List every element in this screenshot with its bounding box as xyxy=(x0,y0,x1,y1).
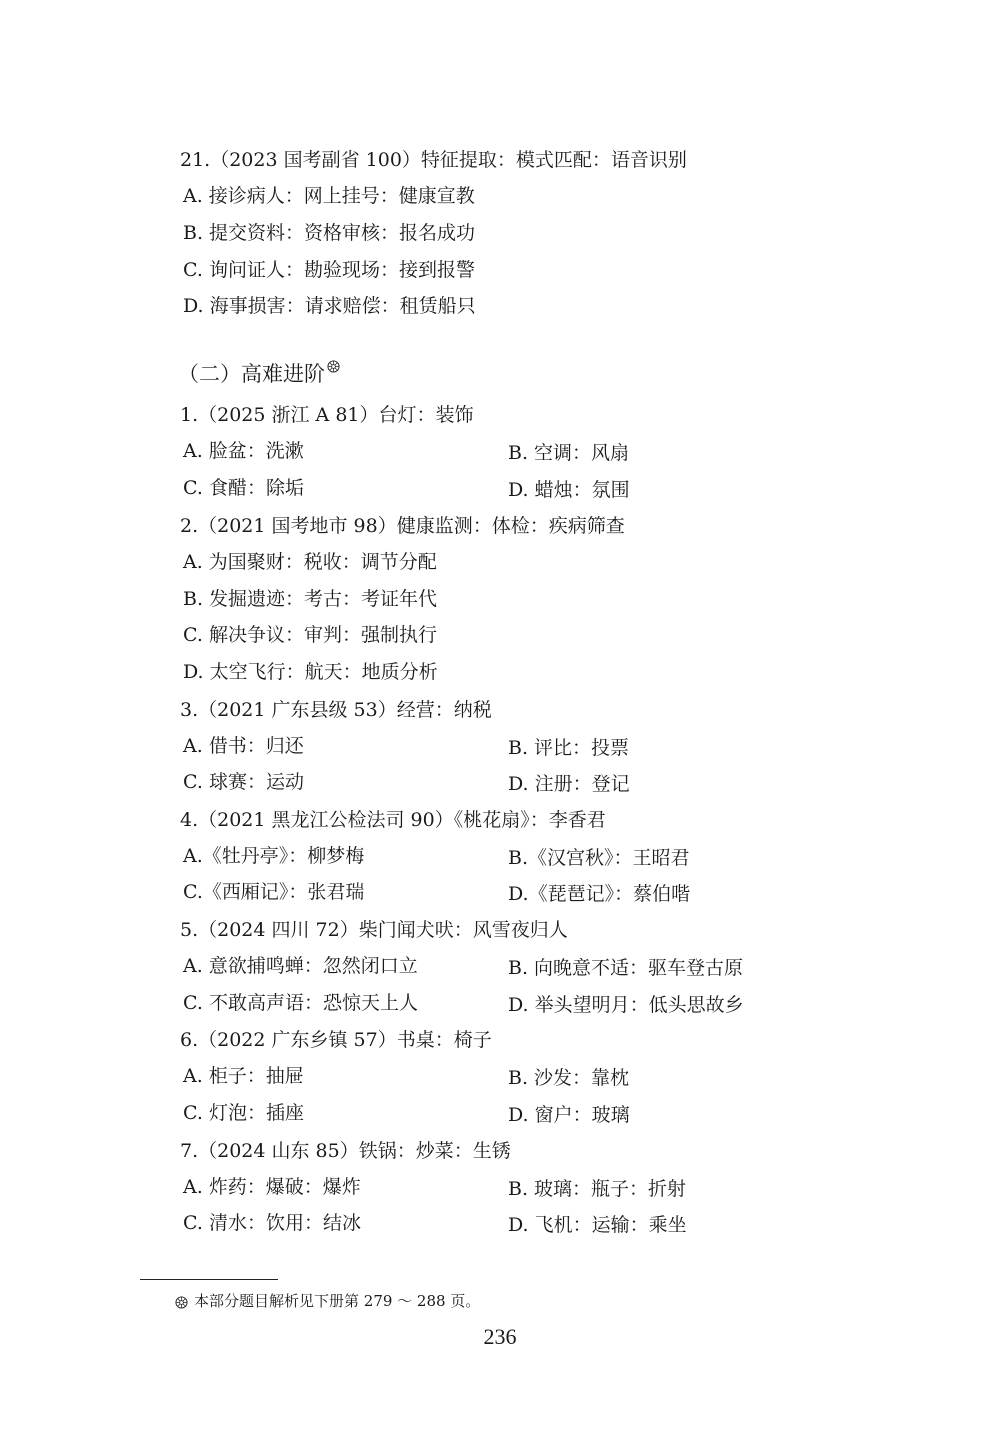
q4-option-d: D.《琵琶记》：蔡伯喈 xyxy=(508,883,691,905)
q7-stem: 7.（2024 山东 85）铁锅：炒菜：生锈 xyxy=(180,1140,511,1162)
flower-seal-icon xyxy=(327,360,340,373)
q4-option-a: A.《牡丹亭》：柳梦梅 xyxy=(183,845,365,867)
q7-option-d: D. 飞机：运输：乘坐 xyxy=(508,1214,687,1236)
q1-option-d: D. 蜡烛：氛围 xyxy=(508,479,630,501)
page-number: 236 xyxy=(483,1324,517,1349)
q21-option-d: D. 海事损害：请求赔偿：租赁船只 xyxy=(183,295,476,317)
q1-option-c: C. 食醋：除垢 xyxy=(183,477,304,499)
footnote-text: 本部分题目解析见下册第 279 ～ 288 页。 xyxy=(194,1292,481,1310)
q4-stem: 4.（2021 黑龙江公检法司 90）《桃花扇》：李香君 xyxy=(180,809,606,831)
q3-stem: 3.（2021 广东县级 53）经营：纳税 xyxy=(180,699,492,721)
q1-stem: 1.（2025 浙江 A 81）台灯：装饰 xyxy=(180,404,474,426)
q3-option-b: B. 评比：投票 xyxy=(508,737,630,759)
q7-option-b: B. 玻璃：瓶子：折射 xyxy=(508,1178,687,1200)
q3-option-c: C. 球赛：运动 xyxy=(183,771,304,793)
q21-stem: 21.（2023 国考副省 100）特征提取：模式匹配：语音识别 xyxy=(180,149,687,171)
q21-option-a: A. 接诊病人：网上挂号：健康宣教 xyxy=(183,185,475,207)
q6-option-c: C. 灯泡：插座 xyxy=(183,1102,304,1124)
q1-option-b: B. 空调：风扇 xyxy=(508,442,630,464)
q21-option-b: B. 提交资料：资格审核：报名成功 xyxy=(183,222,476,244)
footnote-divider xyxy=(140,1279,278,1280)
q6-option-a: A. 柜子：抽屉 xyxy=(183,1065,304,1087)
q2-option-a: A. 为国聚财：税收：调节分配 xyxy=(183,551,437,573)
q5-option-b: B. 向晚意不适：驱车登古原 xyxy=(508,957,744,979)
q5-option-d: D. 举头望明月：低头思故乡 xyxy=(508,994,744,1016)
q4-option-c: C.《西厢记》：张君瑞 xyxy=(183,881,365,903)
q2-option-b: B. 发掘遗迹：考古：考证年代 xyxy=(183,588,438,610)
q4-option-b: B.《汉宫秋》：王昭君 xyxy=(508,847,690,869)
q6-stem: 6.（2022 广东乡镇 57）书桌：椅子 xyxy=(180,1029,492,1051)
section-heading xyxy=(178,360,340,388)
q5-option-a: A. 意欲捕鸣蝉：忽然闭口立 xyxy=(183,955,418,977)
q2-option-c: C. 解决争议：审判：强制执行 xyxy=(183,624,437,646)
q7-option-a: A. 炸药：爆破：爆炸 xyxy=(183,1176,361,1198)
q5-stem: 5.（2024 四川 72）柴门闻犬吠：风雪夜归人 xyxy=(180,919,568,941)
q1-option-a: A. 脸盆：洗漱 xyxy=(183,440,304,462)
section-title: （二）高难进阶 xyxy=(178,362,325,386)
q3-option-d: D. 注册：登记 xyxy=(508,773,630,795)
footnote xyxy=(175,1290,480,1312)
q2-stem: 2.（2021 国考地市 98）健康监测：体检：疾病筛查 xyxy=(180,515,625,537)
q3-option-a: A. 借书：归还 xyxy=(183,735,304,757)
flower-seal-icon xyxy=(175,1296,188,1309)
q6-option-d: D. 窗户：玻璃 xyxy=(508,1104,630,1126)
q5-option-c: C. 不敢高声语：恐惊天上人 xyxy=(183,992,418,1014)
q7-option-c: C. 清水：饮用：结冰 xyxy=(183,1212,361,1234)
q21-option-c: C. 询问证人：勘验现场：接到报警 xyxy=(183,259,475,281)
q2-option-d: D. 太空飞行：航天：地质分析 xyxy=(183,661,438,683)
q6-option-b: B. 沙发：靠枕 xyxy=(508,1067,630,1089)
